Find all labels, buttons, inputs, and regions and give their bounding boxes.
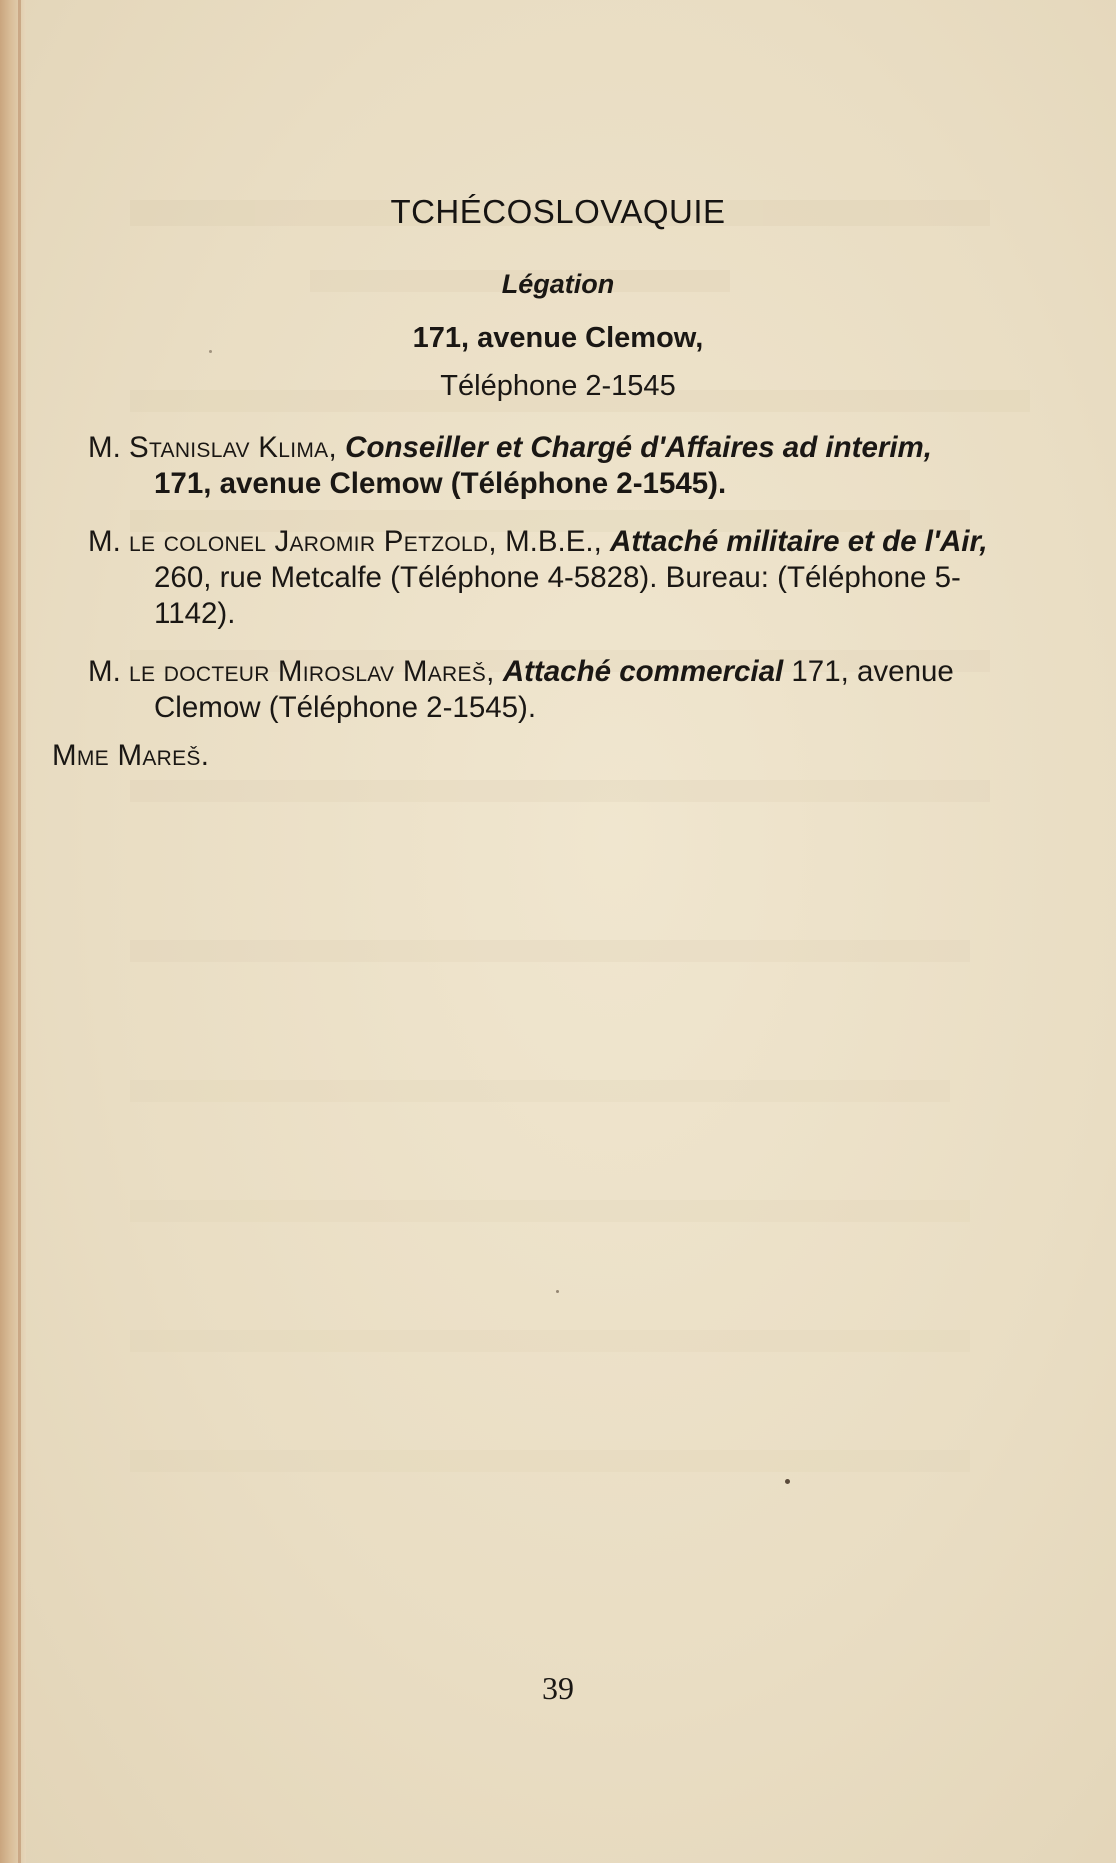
person-role: Attaché militaire et de l'Air, [610, 525, 988, 558]
list-item [88, 524, 996, 632]
entry-prefix: M. [88, 431, 121, 464]
person-rank: le docteur [128, 655, 270, 688]
person-rank: le colonel [128, 525, 267, 558]
person-name: Jaromir Petzold, [274, 525, 497, 558]
paper-speck [209, 350, 212, 353]
spouse-line: Mme Mareš. [52, 739, 210, 772]
page-title: TCHÉCOSLOVAQUIE [390, 193, 726, 230]
list-item [88, 654, 996, 726]
page-number: 39 [542, 1670, 574, 1706]
staff-list [52, 430, 996, 796]
legation-phone: Téléphone 2-1545 [440, 370, 676, 402]
person-details: 260, rue Metcalfe (Téléphone 4-5828). Bureau: (Téléphone 5-1142). [154, 561, 961, 630]
list-item [88, 430, 996, 502]
section-subtitle: Légation [501, 269, 615, 299]
person-role: Attaché commercial [502, 655, 784, 688]
legation-address: 171, avenue Clemow, [412, 322, 704, 354]
person-honours: M.B.E., [505, 525, 602, 558]
person-name: Stanislav Klima, [128, 431, 337, 464]
person-details: 171, avenue Clemow (Téléphone 2-1545). [154, 467, 727, 500]
person-details: 171, avenue Clemow (Téléphone 2-1545). [154, 655, 954, 724]
person-role: Conseiller et Chargé d'Affaires ad interim, [345, 431, 932, 464]
paper-speck [556, 1290, 559, 1293]
paper-speck [785, 1479, 790, 1484]
person-name: Miroslav Mareš, [277, 655, 495, 688]
entry-prefix: M. [88, 655, 121, 688]
entry-prefix: M. [88, 525, 121, 558]
